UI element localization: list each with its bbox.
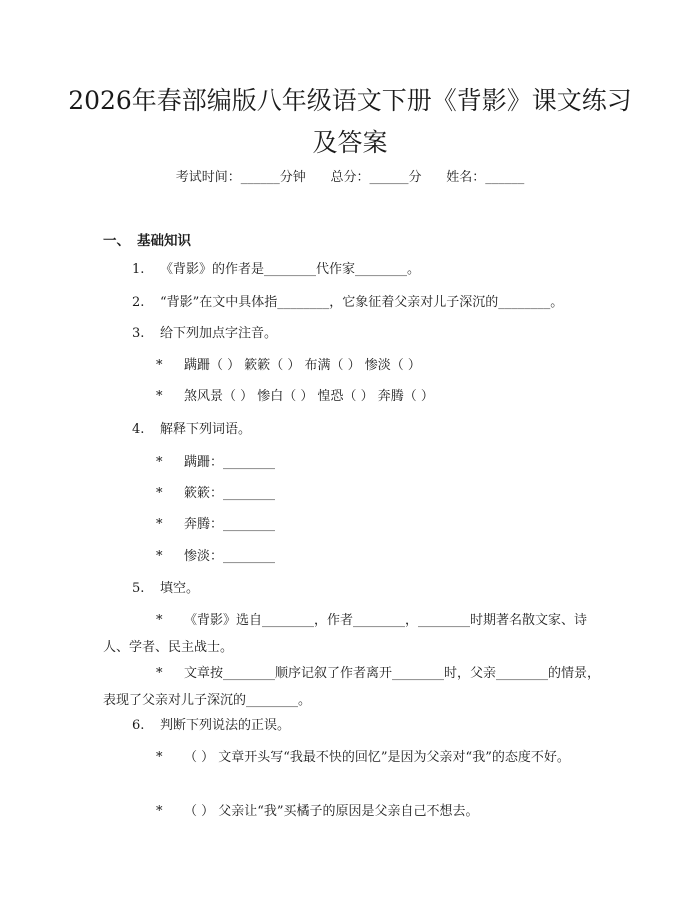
fill-blank-paragraph — [103, 660, 601, 714]
question-number: 2. — [132, 295, 145, 310]
question-text: “背影”在文中具体指________，它象征着父亲对儿子深沉的________。 — [160, 295, 564, 310]
bullet-marker: * — [156, 613, 163, 628]
list-item — [156, 387, 434, 407]
question-number: 4. — [132, 422, 145, 437]
question-3 — [132, 324, 277, 344]
question-text: 解释下列词语。 — [160, 422, 252, 437]
list-item — [156, 484, 275, 504]
question-2 — [132, 293, 563, 313]
bullet-marker: * — [156, 389, 163, 404]
list-item-text: 簌簌：________ — [184, 486, 276, 501]
question-number: 3. — [132, 326, 145, 341]
section-heading — [103, 229, 191, 249]
bullet-marker: * — [156, 804, 163, 819]
question-number: 1. — [132, 262, 145, 277]
question-text: 填空。 — [160, 581, 200, 596]
question-text: 《背影》的作者是________代作家________。 — [160, 262, 421, 277]
question-number: 6. — [132, 718, 145, 733]
paragraph-text: 文章按________顺序记叙了作者离开________时，父亲________的情景，表现了父亲对儿子深沉的________。 — [103, 666, 601, 708]
bullet-marker: * — [156, 455, 163, 470]
question-4 — [132, 420, 251, 440]
true-false-item — [103, 744, 601, 771]
list-item-text: 煞风景（ ） 惨白（ ） 惶恐（ ） 奔腾（ ） — [184, 389, 434, 404]
section-number: 一、 — [103, 233, 130, 249]
bullet-marker: * — [156, 358, 163, 373]
paragraph-text: （ ） 文章开头写“我最不快的回忆”是因为父亲对“我”的态度不好。 — [184, 750, 570, 765]
paragraph-text: （ ） 父亲让“我”买橘子的原因是父亲自己不想去。 — [184, 804, 479, 819]
list-item-text: 蹒跚（ ） 簌簌（ ） 布满（ ） 惨淡（ ） — [184, 358, 421, 373]
paragraph-text: 《背影》选自________，作者________，________时期著名散文家、诗人、学者、民主战士。 — [103, 613, 588, 655]
bullet-marker: * — [156, 549, 163, 564]
question-1 — [132, 260, 420, 280]
list-item — [156, 453, 275, 473]
true-false-item — [103, 798, 601, 825]
question-number: 5. — [132, 581, 145, 596]
exam-meta-line: 考试时间：______分钟 总分：______分 姓名：______ — [175, 170, 525, 185]
list-item-text: 蹒跚：________ — [184, 455, 276, 470]
fill-blank-paragraph — [103, 607, 601, 661]
question-5 — [132, 579, 199, 599]
list-item — [156, 515, 275, 535]
question-text: 判断下列说法的正误。 — [160, 718, 291, 733]
bullet-marker: * — [156, 486, 163, 501]
bullet-marker: * — [156, 666, 163, 681]
list-item — [156, 547, 275, 567]
bullet-marker: * — [156, 750, 163, 765]
bullet-marker: * — [156, 517, 163, 532]
list-item-text: 惨淡：________ — [184, 549, 276, 564]
section-label: 基础知识 — [137, 233, 191, 249]
question-6 — [132, 716, 290, 736]
list-item — [156, 356, 421, 376]
question-text: 给下列加点字注音。 — [160, 326, 278, 341]
list-item-text: 奔腾：________ — [184, 517, 276, 532]
document-title: 2026年春部编版八年级语文下册《背影》课文练习及答案 — [68, 86, 632, 157]
